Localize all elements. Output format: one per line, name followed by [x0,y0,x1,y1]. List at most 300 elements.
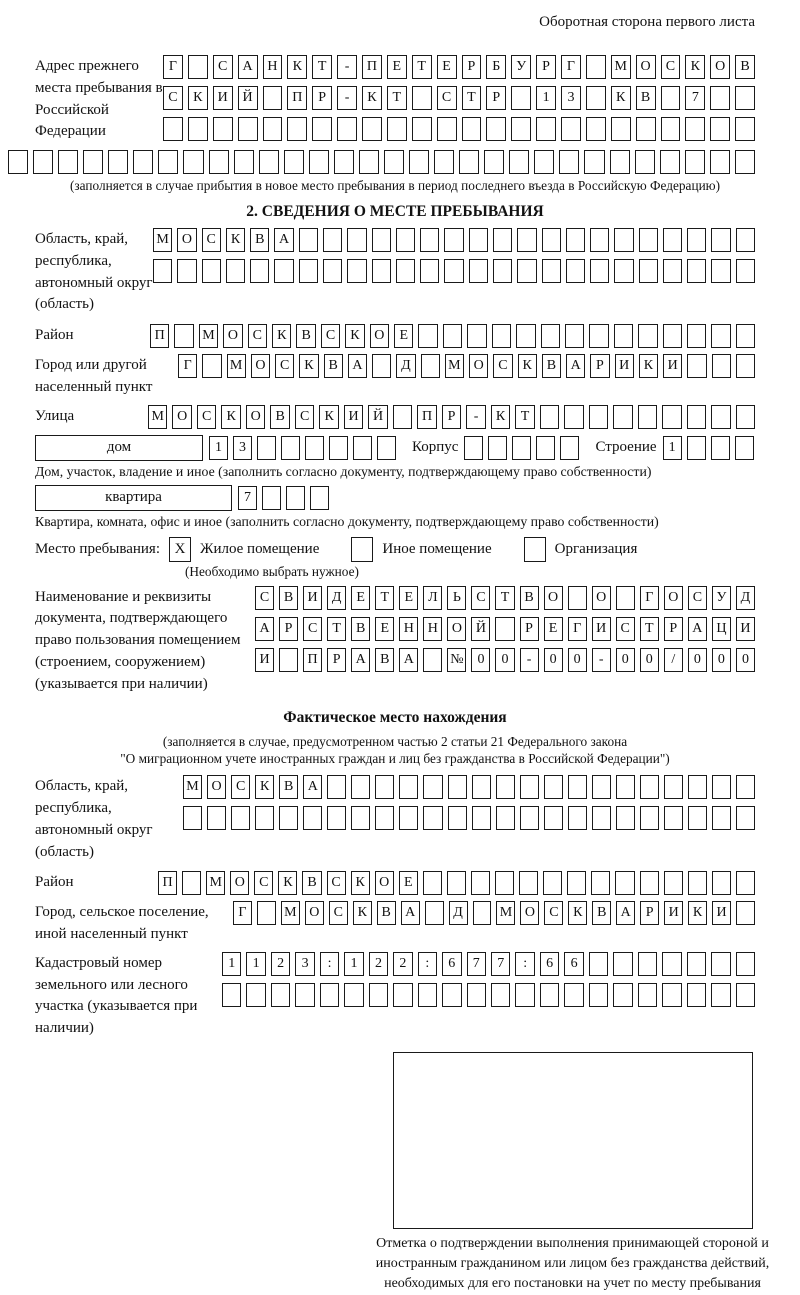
char-cell [437,117,457,141]
char-cell [491,983,510,1007]
char-cell [353,436,372,460]
char-cell: О [370,324,389,348]
char-cell: Р [664,617,683,641]
char-cell: Е [437,55,457,79]
char-cell: А [351,648,370,672]
char-cell [712,871,731,895]
char-cell [133,150,153,174]
char-cell: П [362,55,382,79]
char-cell [543,871,562,895]
char-cell: М [227,354,246,378]
char-row [153,259,755,283]
char-cell: О [520,901,539,925]
char-cell: И [592,617,611,641]
char-cell [257,436,276,460]
char-cell [662,952,681,976]
char-cell [281,436,300,460]
char-cell [568,586,587,610]
section3-note1: (заполняется в случае, предусмотренном частью 2 статьи 21 Федерального закона [162,734,628,750]
char-cell: М [199,324,218,348]
char-cell: К [299,354,318,378]
char-cell: Д [327,586,346,610]
char-cell [396,228,415,252]
char-cell [520,775,539,799]
char-cell [347,259,366,283]
char-cell: 7 [491,952,510,976]
checkbox-inoe [351,537,373,562]
char-cell [183,806,202,830]
char-cell: Р [486,86,506,110]
char-cell: А [401,901,420,925]
char-cell [488,436,507,460]
char-cell: О [305,901,324,925]
char-cell: 0 [736,648,755,672]
char-cell [372,259,391,283]
char-cell [515,983,534,1007]
char-cell [561,117,581,141]
char-cell [421,354,440,378]
char-cell: К [287,55,307,79]
char-cell: С [295,405,314,429]
char-cell [712,806,731,830]
char-cell: Н [423,617,442,641]
char-cell: Д [396,354,415,378]
char-cell [442,983,461,1007]
char-cell [279,806,298,830]
char-cell: В [375,648,394,672]
char-cell: Т [375,586,394,610]
char-cell: 3 [561,86,581,110]
char-cell [616,806,635,830]
char-cell: П [303,648,322,672]
char-cell: О [544,586,563,610]
char-cell [259,150,279,174]
char-cell: О [447,617,466,641]
char-cell: И [712,901,731,925]
char-cell [559,150,579,174]
char-cell [393,983,412,1007]
char-row [153,228,755,252]
char-cell [399,775,418,799]
char-cell [540,405,559,429]
char-cell [616,775,635,799]
section3-note2: "О миграционном учете иностранных граждан и лиц без гражданства в Российской Федерации") [120,751,670,767]
char-cell: 7 [238,486,257,510]
row-mesto-prebyvaniya [35,537,755,562]
char-cell: Г [561,55,581,79]
char-cell [517,228,536,252]
char-cell: В [377,901,396,925]
char-cell [564,983,583,1007]
char-cell [567,871,586,895]
char-cell [663,259,682,283]
char-cell [231,806,250,830]
char-cell: В [270,405,289,429]
char-cell [509,150,529,174]
char-row [255,586,755,610]
char-cell [448,806,467,830]
char-cell: Е [351,586,370,610]
char-cell [299,228,318,252]
char-cell [472,775,491,799]
char-cell [710,86,730,110]
char-cell: И [615,354,634,378]
char-cell [736,901,755,925]
char-cell [711,436,730,460]
char-cell [566,228,585,252]
char-cell: В [324,354,343,378]
stamp-note: Отметка о подтверждении выполнения принимающей стороной и иностранным гражданином или лицом без гражданства действий, необходимых для его постановки на учет по месту пребывания [375,1235,770,1292]
field-ulitsa [35,405,755,429]
char-cell: 0 [568,648,587,672]
char-cell [638,952,657,976]
char-cell [295,983,314,1007]
char-cell: - [520,648,539,672]
char-cell: В [279,586,298,610]
char-cell: В [296,324,315,348]
char-cell: 7 [467,952,486,976]
char-cell [309,150,329,174]
char-cell: В [351,617,370,641]
char-cell: Й [368,405,387,429]
char-cell: В [735,55,755,79]
field-prev-address [35,55,755,143]
char-cell [434,150,454,174]
char-cell [362,117,382,141]
stamp-box [393,1052,753,1229]
char-cell [638,405,657,429]
char-cell [207,806,226,830]
char-cell: К [353,901,372,925]
char-cell: - [466,405,485,429]
char-cell [496,806,515,830]
char-cell [473,901,492,925]
char-cell: К [351,871,370,895]
char-cell: С [321,324,340,348]
char-cell [83,150,103,174]
oblast-fact-label: Область, край, республика, автономный округ (область) [35,778,153,860]
char-cell [663,228,682,252]
char-cell [616,586,635,610]
field-raion [35,324,755,348]
char-cell: К [518,354,537,378]
char-cell [517,259,536,283]
char-cell: С [688,586,707,610]
char-cell: 1 [222,952,241,976]
char-cell [279,648,298,672]
char-cell: 1 [536,86,556,110]
char-cell [495,871,514,895]
char-cell [418,324,437,348]
char-cell: И [213,86,233,110]
char-cell [736,871,755,895]
char-cell [418,983,437,1007]
char-cell [736,806,755,830]
char-cell: Е [544,617,563,641]
char-cell: 1 [344,952,363,976]
char-cell [736,952,755,976]
char-cell: Й [238,86,258,110]
char-cell [541,324,560,348]
char-row [178,354,755,378]
char-cell [611,117,631,141]
char-cell [735,117,755,141]
char-cell [377,436,396,460]
char-cell [467,324,486,348]
char-cell: Г [178,354,197,378]
char-cell [687,983,706,1007]
ulitsa-label: Улица [35,407,75,424]
char-cell [202,259,221,283]
char-cell: В [592,901,611,925]
kvartira-rect-label: квартира [35,485,232,511]
char-cell: К [272,324,291,348]
char-cell: А [399,648,418,672]
char-row [238,486,329,510]
char-cell: К [568,901,587,925]
char-cell [591,871,610,895]
char-cell [592,806,611,830]
char-cell [320,983,339,1007]
char-cell [312,117,332,141]
char-cell: А [566,354,585,378]
char-cell [635,150,655,174]
char-cell [687,952,706,976]
char-cell [327,775,346,799]
char-cell [337,117,357,141]
char-cell: 2 [393,952,412,976]
char-cell [516,324,535,348]
char-cell: М [445,354,464,378]
char-cell [469,259,488,283]
gorod-label: Город или другой населенный пункт [35,357,153,395]
char-cell [33,150,53,174]
char-cell [639,228,658,252]
char-cell [222,983,241,1007]
char-cell [560,436,579,460]
char-row [222,952,755,976]
char-cell [234,150,254,174]
field-gorod [35,354,755,399]
char-cell: С [197,405,216,429]
char-cell: С [437,86,457,110]
char-cell [636,117,656,141]
char-cell: К [345,324,364,348]
char-cell: Т [515,405,534,429]
char-cell: 2 [271,952,290,976]
char-cell [534,150,554,174]
korpus-label: Корпус [412,439,459,455]
char-cell: Р [442,405,461,429]
char-cell [711,952,730,976]
char-cell [375,806,394,830]
char-cell: С [255,586,274,610]
char-cell: О [246,405,265,429]
char-cell: Е [387,55,407,79]
char-cell [327,806,346,830]
char-cell: С [202,228,221,252]
char-cell [493,259,512,283]
char-cell [688,775,707,799]
char-cell: М [183,775,202,799]
doc-label: Наименование и реквизиты документа, подтверждающего право пользования помещением (строением, сооружением) (указывается при наличии) [35,588,241,692]
row-kvartira [35,485,755,511]
char-cell [614,228,633,252]
char-cell [284,150,304,174]
raion-fact-label: Район [35,874,74,891]
char-cell: : [515,952,534,976]
row-dom [35,435,755,461]
char-cell [188,117,208,141]
char-cell [246,983,265,1007]
char-cell [519,871,538,895]
field-gorod-fact [35,901,755,946]
char-cell: 0 [640,648,659,672]
char-cell [661,86,681,110]
char-cell: № [447,648,466,672]
char-cell [589,324,608,348]
gorod-fact-label: Город, сельское поселение, иной населенный пункт [35,904,209,942]
char-cell [257,901,276,925]
char-cell [712,354,731,378]
char-cell: Р [462,55,482,79]
char-row [163,55,755,79]
char-cell: М [153,228,172,252]
char-cell [586,117,606,141]
char-cell [174,324,193,348]
char-cell: 0 [688,648,707,672]
char-cell: 3 [295,952,314,976]
oblast-fact-rows [183,775,755,830]
char-cell: Р [590,354,609,378]
char-cell [443,324,462,348]
oblast-label: Область, край, республика, автономный округ (область) [35,231,153,313]
char-cell: М [281,901,300,925]
char-cell [323,228,342,252]
field-oblast [35,228,755,316]
char-row [148,405,755,429]
char-cell: 1 [246,952,265,976]
char-cell [423,648,442,672]
char-cell: К [226,228,245,252]
char-cell: С [544,901,563,925]
char-cell: Т [327,617,346,641]
mesto-note: (Необходимо выбрать нужное) [185,563,359,579]
char-cell [467,983,486,1007]
char-cell: Е [394,324,413,348]
prev-address-note: (заполняется в случае прибытия в новое место пребывания в период последнего въезда в Российскую Федерацию) [69,178,721,193]
char-cell: М [496,901,515,925]
char-cell [369,983,388,1007]
char-cell [735,86,755,110]
char-cell [660,150,680,174]
char-row-full-width [8,150,755,174]
char-cell: Г [163,55,183,79]
char-cell: В [542,354,561,378]
char-cell: П [417,405,436,429]
char-cell [688,806,707,830]
char-cell: 7 [685,86,705,110]
char-cell: Н [263,55,283,79]
char-cell [420,228,439,252]
char-cell [687,405,706,429]
char-cell [255,806,274,830]
char-cell [375,775,394,799]
checkbox-organizatsiya [524,537,546,562]
char-cell: : [418,952,437,976]
char-cell [711,983,730,1007]
char-cell [736,775,755,799]
char-cell [640,775,659,799]
char-cell: К [685,55,705,79]
char-cell [469,228,488,252]
char-cell [542,259,561,283]
char-cell: Д [736,586,755,610]
char-cell [512,436,531,460]
char-cell [425,901,444,925]
char-cell [687,324,706,348]
char-cell: У [511,55,531,79]
char-cell [736,259,755,283]
kvartira-note: Квартира, комната, офис и иное (заполнить согласно документу, подтверждающему право собственности) [35,513,659,529]
char-cell: К [611,86,631,110]
char-cell: Е [375,617,394,641]
char-cell: Ь [447,586,466,610]
char-cell [274,259,293,283]
char-cell: О [177,228,196,252]
char-cell [592,775,611,799]
char-cell [423,871,442,895]
char-cell: О [375,871,394,895]
char-cell [710,150,730,174]
char-cell: В [636,86,656,110]
char-cell: О [207,775,226,799]
char-cell [736,405,755,429]
char-cell [711,228,730,252]
char-cell: П [158,871,177,895]
char-cell: Л [423,586,442,610]
char-cell [589,405,608,429]
prev-address-rows [163,55,755,141]
char-cell: Т [387,86,407,110]
char-cell [444,259,463,283]
char-cell [384,150,404,174]
char-cell: С [303,617,322,641]
char-cell: С [327,871,346,895]
organizatsiya-label: Организация [554,540,638,557]
char-cell: Т [495,586,514,610]
char-cell [238,117,258,141]
char-cell [412,117,432,141]
char-cell: Р [640,901,659,925]
char-cell [711,324,730,348]
char-cell: У [712,586,731,610]
char-cell [589,952,608,976]
char-cell [568,806,587,830]
char-cell [323,259,342,283]
char-cell [589,983,608,1007]
char-cell [638,983,657,1007]
char-cell: О [172,405,191,429]
char-cell [492,324,511,348]
char-cell: 0 [544,648,563,672]
char-cell: М [148,405,167,429]
char-cell: Ц [712,617,731,641]
char-cell: О [469,354,488,378]
char-cell: А [688,617,707,641]
char-cell [459,150,479,174]
char-row [150,324,755,348]
